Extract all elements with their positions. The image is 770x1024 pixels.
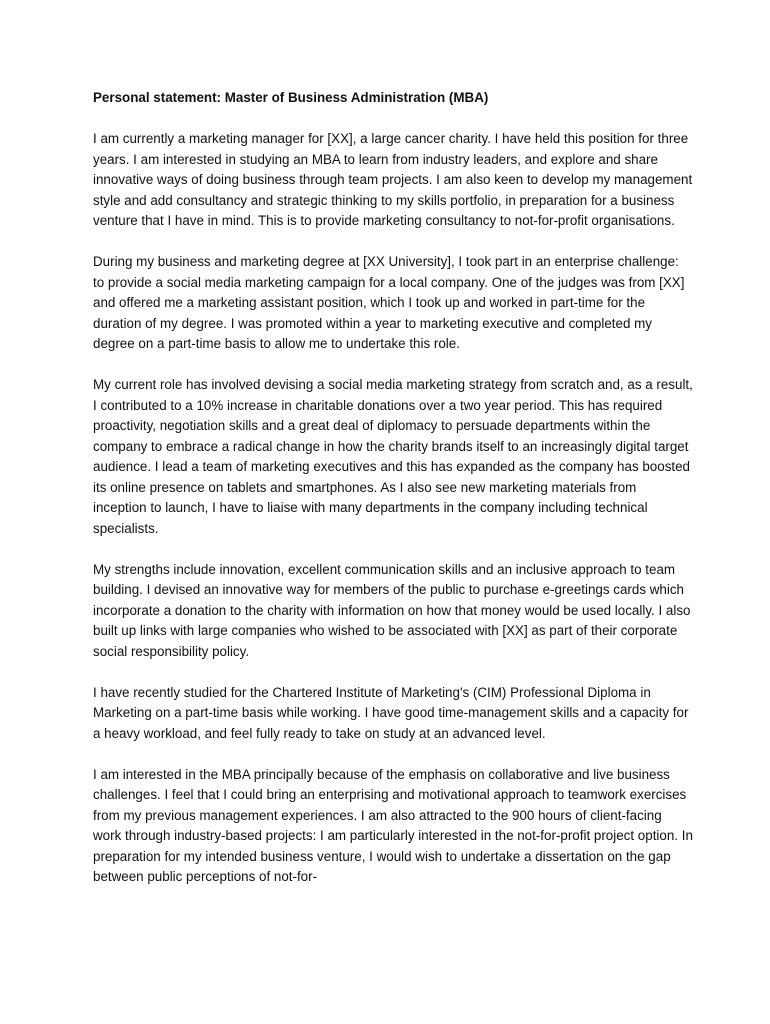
paragraph-1: I am currently a marketing manager for [XX], a large cancer charity. I have held this position for three years. I am interested in studying an MBA to learn from industry leaders, and explore and share innovative ways of doing business through team projects. I am also keen to develop my management style and add consultancy and strategic thinking to my skills portfolio, in preparation for a business venture that I have in mind. This is to provide marketing consultancy to not-for-profit organisations.	[93, 131, 693, 228]
paragraph-5: I have recently studied for the Chartered Institute of Marketing's (CIM) Professional Diploma in Marketing on a part-time basis while working. I have good time-management skills and a capacity for a heavy workload, and feel fully ready to take on study at an advanced level.	[93, 684, 689, 741]
paragraph-3: My current role has involved devising a social media marketing strategy from scratch and, as a result, I contributed to a 10% increase in charitable donations over a two year period. This has required proactivity, negotiation skills and a great deal of diplomacy to persuade departments within the company to embrace a radical change in how the charity brands itself to an increasingly digital target audience. I lead a team of marketing executives and this has expanded as the company has boosted its online presence on tablets and smartphones. As I also see new marketing materials from inception to launch, I have to liaise with many departments in the company including technical specialists.	[93, 377, 693, 536]
document-body	[93, 88, 693, 888]
paragraph-2: During my business and marketing degree at [XX University], I took part in an enterprise challenge: to provide a social media marketing campaign for a local company. One of the judges was from [XX] and offered me a marketing assistant position, which I took up and worked in part-time for the duration of my degree. I was promoted within a year to marketing executive and completed my degree on a part-time basis to allow me to undertake this role.	[93, 254, 685, 351]
document-title: Personal statement: Master of Business Administration (MBA)	[93, 90, 489, 105]
paragraph-6: I am interested in the MBA principally because of the emphasis on collaborative and live business challenges. I feel that I could bring an enterprising and motivational approach to teamwork exercises from my previous management experiences. I am also attracted to the 900 hours of client-facing work through industry-based projects: I am particularly interested in the not-for-profit project option. In preparation for my intended business venture, I would wish to undertake a dissertation on the gap between public perceptions of not-for-	[93, 766, 693, 884]
paragraph-4: My strengths include innovation, excellent communication skills and an inclusive approach to team building. I devised an innovative way for members of the public to purchase e-greetings cards which incorporate a donation to the charity with information on how that money would be used locally. I also built up links with large companies who wished to be associated with [XX] as part of their corporate social responsibility policy.	[93, 561, 691, 659]
